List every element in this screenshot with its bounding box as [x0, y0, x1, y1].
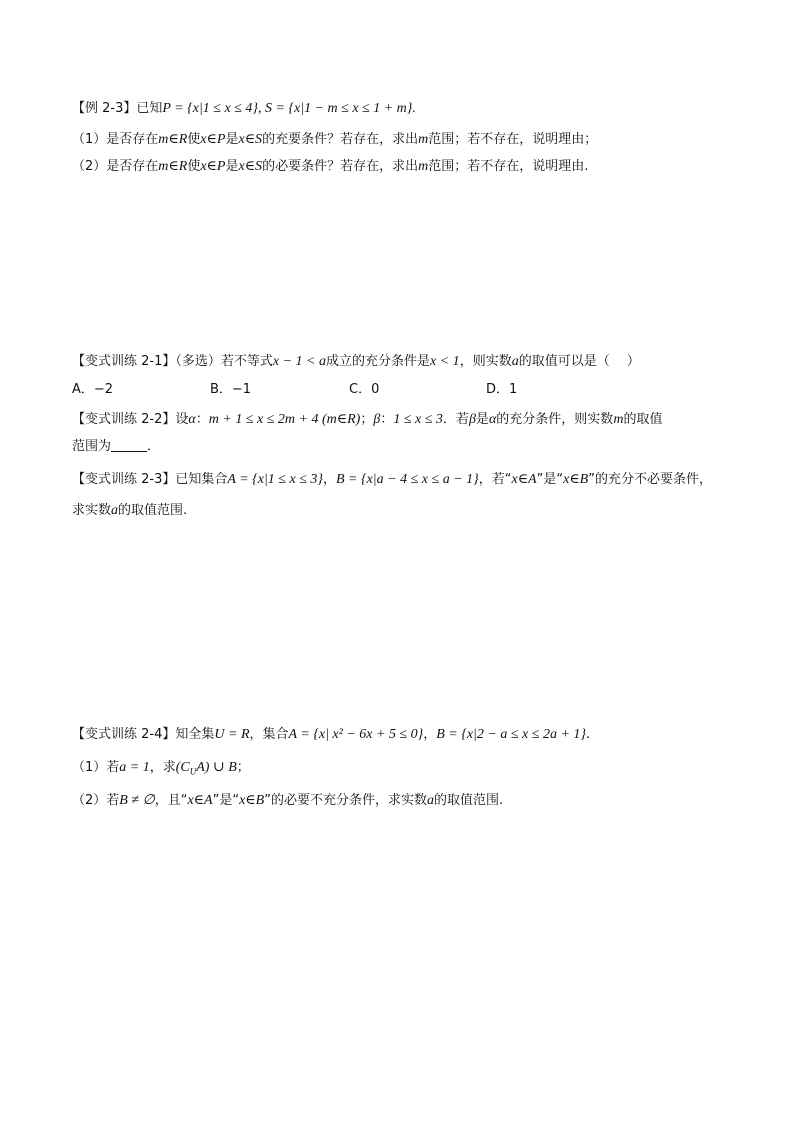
variant-label: 【变式训练 2-2】 [72, 412, 176, 427]
stem-text: ，若“ [478, 472, 512, 487]
option-b[interactable]: B．−1 [210, 382, 252, 397]
stem-text: 成立的充分条件是 [326, 354, 431, 369]
stem-text: ； [360, 412, 374, 427]
math: x∈S [238, 132, 263, 147]
math: m∈R [158, 132, 188, 147]
stem-text: 范围为 [72, 439, 112, 454]
question-text: 是 [225, 159, 239, 174]
stem-text: 的取值可以是（ ） [518, 354, 640, 369]
math: x∈B [563, 472, 589, 487]
stem-text: 的取值范围. [118, 503, 188, 518]
option-a[interactable]: A．−2 [72, 382, 114, 397]
question-text: ”的必要不充分条件，求实数 [264, 793, 427, 808]
math: x∈P [200, 132, 226, 147]
math: m + 1 ≤ x ≤ 2m + 4 (m∈R) [208, 412, 361, 427]
stem-text: 知全集 [175, 727, 215, 742]
variant-2-2-stem [72, 410, 662, 430]
variant-2-4-question-1 [72, 758, 250, 782]
variant-2-2-line-2 [72, 437, 160, 457]
math: m∈R [158, 159, 188, 174]
stem-text: （多选）若不等式 [175, 354, 273, 369]
question-text: ，求 [149, 760, 176, 775]
question-text: （2）若 [72, 793, 120, 808]
variant-2-3-stem [72, 470, 712, 490]
math: x − 1 < a [272, 354, 326, 369]
math: B = {x|a − 4 ≤ x ≤ a − 1} [336, 472, 479, 487]
answer-blank[interactable] [111, 437, 147, 452]
stem-text: ， [423, 727, 437, 742]
stem-text: . [585, 727, 591, 742]
stem-text: 求实数 [72, 503, 112, 518]
variant-2-3-line-2 [72, 501, 187, 521]
math: B = {x|2 − a ≤ x ≤ 2a + 1} [436, 727, 586, 742]
math: β [373, 412, 381, 427]
math: m [418, 159, 429, 174]
stem-text: 的取值 [623, 412, 663, 427]
stem-text: ： [380, 412, 394, 427]
math: U = R [214, 727, 250, 742]
math: A = {x| x² − 6x + 5 ≤ 0} [288, 727, 424, 742]
question-text: 范围；若不存在，说明理由； [428, 132, 598, 147]
math: β [468, 412, 476, 427]
stem-text: ： [195, 412, 209, 427]
question-text: 是 [225, 132, 239, 147]
question-text: 的取值范围. [433, 793, 504, 808]
math: (C [175, 760, 190, 775]
question-text: 使 [187, 132, 201, 147]
variant-2-1-options [72, 380, 722, 400]
math: a [111, 503, 119, 518]
math: α [488, 412, 497, 427]
question-text: 的充要条件？若存在，求出 [262, 132, 419, 147]
math: x < 1 [430, 354, 460, 369]
math: x∈S [238, 159, 263, 174]
question-text: ”是“ [212, 793, 240, 808]
variant-label: 【变式训练 2-4】 [72, 727, 176, 742]
example-2-3-question-1 [72, 130, 597, 150]
stem-text: ”的充分不必要条件， [588, 472, 712, 487]
math: x∈A [187, 793, 213, 808]
example-2-3-stem [72, 99, 416, 119]
stem-text: ， [322, 472, 336, 487]
question-text: 使 [187, 159, 201, 174]
math: A) ∪ B [196, 760, 237, 775]
math-subscript: U [189, 766, 197, 777]
variant-2-4-question-2 [72, 791, 503, 811]
math: x∈B [239, 793, 265, 808]
math: B ≠ ∅ [119, 793, 155, 808]
question-text: ，且“ [154, 793, 188, 808]
stem-text: ． [147, 439, 161, 454]
math: m [418, 132, 429, 147]
example-2-3-question-2 [72, 157, 588, 177]
example-label: 【例 2-3】 [72, 101, 137, 116]
math: a [426, 793, 434, 808]
stem-text: 设 [175, 412, 189, 427]
question-text: （1）若 [72, 760, 120, 775]
variant-label: 【变式训练 2-1】 [72, 354, 176, 369]
math: 1 ≤ x ≤ 3 [393, 412, 443, 427]
set-definition-math: P = {x|1 ≤ x ≤ 4}, S = {x|1 − m ≤ x ≤ 1 + m}. [162, 101, 416, 116]
stem-text: 已知 [136, 101, 163, 116]
math: a [511, 354, 519, 369]
question-text: ； [236, 760, 250, 775]
question-text: （2）是否存在 [72, 159, 159, 174]
math: α [188, 412, 196, 427]
stem-text: ，则实数 [459, 354, 512, 369]
option-c[interactable]: C．0 [349, 382, 380, 397]
math: x∈P [200, 159, 226, 174]
stem-text: 是 [475, 412, 489, 427]
stem-text: ，集合 [249, 727, 289, 742]
stem-text: ”是“ [536, 472, 564, 487]
option-d[interactable]: D．1 [486, 382, 518, 397]
math: a = 1 [119, 760, 150, 775]
stem-text: ．若 [442, 412, 469, 427]
question-text: （1）是否存在 [72, 132, 159, 147]
math: A = {x|1 ≤ x ≤ 3} [227, 472, 323, 487]
variant-2-1-stem [72, 352, 640, 372]
question-text: 的必要条件？若存在，求出 [262, 159, 419, 174]
math: m [613, 412, 624, 427]
math: x∈A [511, 472, 537, 487]
variant-label: 【变式训练 2-3】 [72, 472, 176, 487]
variant-2-4-stem [72, 725, 590, 745]
stem-text: 已知集合 [175, 472, 228, 487]
stem-text: 的充分条件，则实数 [496, 412, 614, 427]
question-text: 范围；若不存在，说明理由. [428, 159, 589, 174]
